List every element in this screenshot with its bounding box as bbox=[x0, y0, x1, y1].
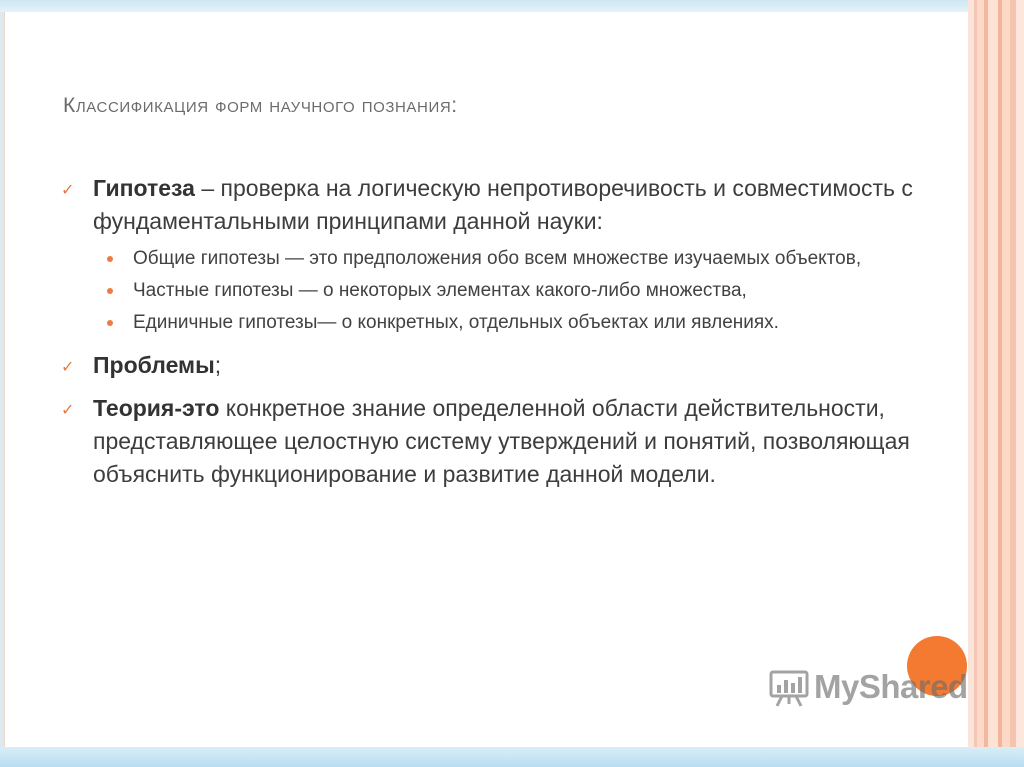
term-theory: Теория-это bbox=[93, 395, 220, 421]
bullet-dot-icon bbox=[107, 288, 113, 294]
sub-item-single-hypotheses bbox=[133, 308, 957, 337]
text-theory: конкретное знание определенной области действительности, представляющее целостную систему утверждений и понятий, позволяющая объяснить функционирование и развитие данной модели. bbox=[93, 395, 910, 487]
bottom-border bbox=[0, 747, 1024, 767]
sub-item-general-hypotheses bbox=[133, 244, 957, 273]
sub-item-text: Общие гипотезы — это предположения обо всем множестве изучаемых объектов, bbox=[133, 248, 862, 269]
checkmark-icon: ✓ bbox=[61, 402, 75, 419]
watermark-logo bbox=[768, 666, 968, 708]
term-problems: Проблемы bbox=[93, 352, 215, 378]
presentation-chart-icon bbox=[768, 666, 810, 708]
checkmark-icon: ✓ bbox=[61, 359, 75, 376]
bullet-dot-icon bbox=[107, 320, 113, 326]
text-problems: ; bbox=[214, 352, 222, 378]
top-border bbox=[0, 0, 1024, 12]
text-hypothesis: – проверка на логическую непротиворечивость и совместимость с фундаментальными принципами данной науки: bbox=[93, 175, 913, 234]
list-item-hypothesis bbox=[57, 172, 957, 238]
list-item-theory bbox=[57, 392, 957, 491]
slide-content bbox=[57, 172, 957, 491]
term-hypothesis: Гипотеза bbox=[93, 175, 195, 201]
slide-title: Классификация форм научного познания: bbox=[63, 94, 458, 117]
sub-item-particular-hypotheses bbox=[133, 276, 957, 305]
checkmark-icon: ✓ bbox=[61, 182, 75, 199]
watermark-text: MyShared bbox=[814, 668, 968, 705]
sub-item-text: Единичные гипотезы— о конкретных, отдельных объектах или явлениях. bbox=[133, 312, 779, 333]
slide-canvas bbox=[4, 12, 968, 747]
bullet-dot-icon bbox=[107, 256, 113, 262]
sub-item-text: Частные гипотезы — о некоторых элементах какого-либо множества, bbox=[133, 280, 747, 301]
list-item-problems bbox=[57, 349, 957, 382]
right-decorative-stripes bbox=[968, 0, 1024, 767]
